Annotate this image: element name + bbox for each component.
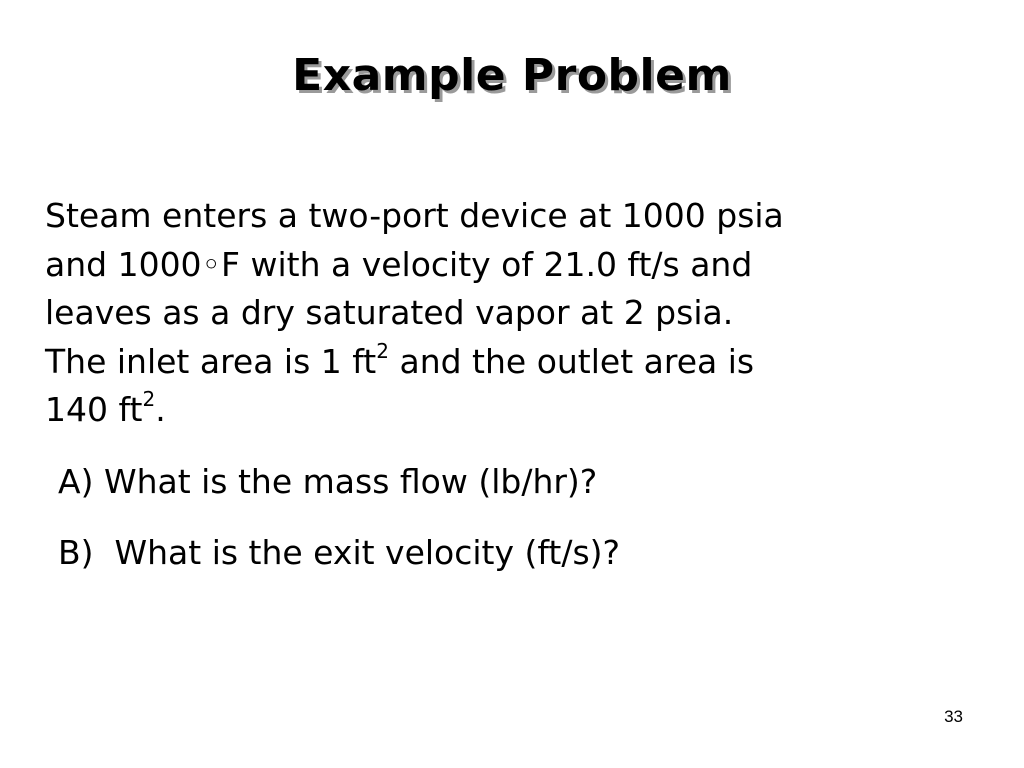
problem-line-5-end: . (155, 390, 166, 429)
slide-title: Example Problem (292, 50, 732, 101)
question-b: B) What is the exit velocity (ft/s)? (58, 533, 621, 572)
problem-line-4-end: and the outlet area is (388, 341, 755, 381)
inlet-area-exponent: 2 (376, 338, 389, 363)
problem-line-5-start: 140 ft (45, 390, 143, 429)
problem-line-3: leaves as a dry saturated vapor at 2 psia. (45, 293, 734, 332)
page-number: 33 (944, 707, 963, 726)
problem-line-2: and 1000◦F with a velocity of 21.0 ft/s and (45, 244, 753, 284)
outlet-area-exponent: 2 (142, 387, 156, 411)
problem-statement (45, 192, 985, 435)
problem-line-4-start: The inlet area is 1 ft (45, 341, 377, 381)
question-a: A) What is the mass flow (lb/hr)? (58, 462, 598, 501)
problem-line-1: Steam enters a two-port device at 1000 psia (45, 196, 784, 235)
